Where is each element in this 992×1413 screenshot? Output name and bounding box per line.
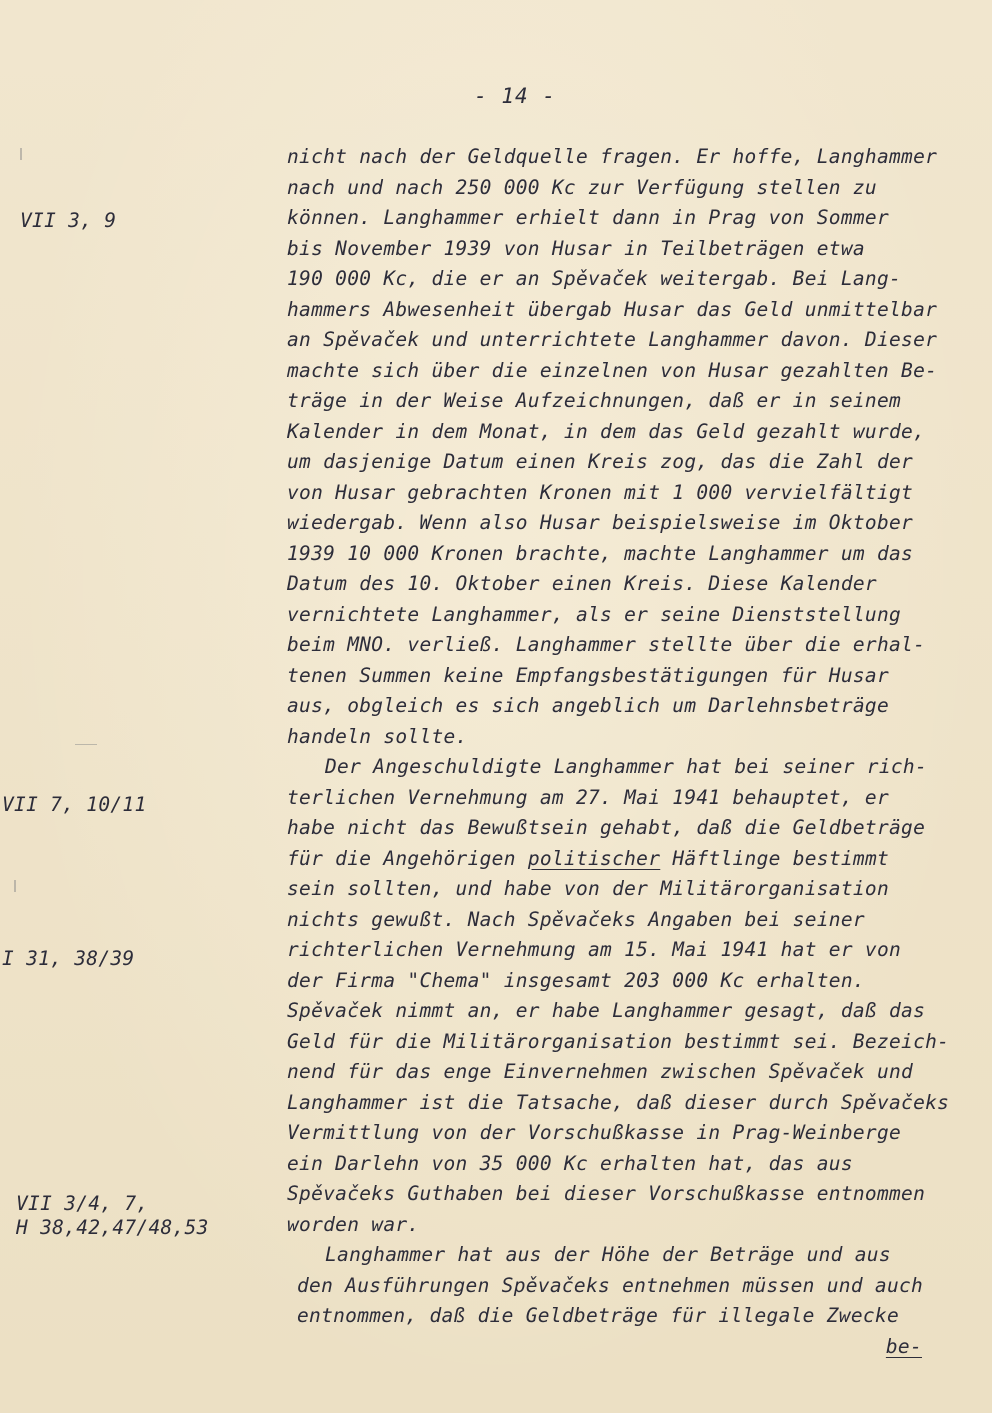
text-line: 190 000 Kc, die er an Spěvaček weitergab. Bei Lang- (287, 267, 902, 290)
text-line: Datum des 10. Oktober einen Kreis. Diese Kalender (287, 572, 877, 595)
text-line: träge in der Weise Aufzeichnungen, daß er in seinem (287, 389, 902, 412)
text-line: aus, obgleich es sich angeblich um Darlehnsbeträge (287, 694, 889, 717)
text-segment: für die Angehörigen (287, 846, 516, 870)
text-line: handeln sollte. (287, 724, 468, 748)
catchword (287, 1332, 967, 1363)
margin-reference: I 31, 38/39 (2, 947, 135, 970)
text-line: nach und nach 250 000 Kc zur Verfügung stellen zu (287, 175, 877, 199)
margin-reference: H 38,42,47/48,53 (16, 1216, 209, 1239)
text-line: beim MNO. verließ. Langhammer stellte über die erhal- (287, 633, 926, 656)
catchword-text: be- (885, 1334, 922, 1358)
stray-mark (20, 148, 22, 160)
text-line: nichts gewußt. Nach Spěvačeks Angaben bei seiner (287, 907, 865, 931)
text-line: habe nicht das Bewußtsein gehabt, daß die Geldbeträge (287, 816, 926, 839)
text-line (287, 844, 967, 875)
text-line: 1939 10 000 Kronen brachte, machte Langhammer um das (287, 541, 914, 565)
text-line: Vermittlung von der Vorschußkasse in Prag-Weinberge (287, 1121, 902, 1144)
text-line: tenen Summen keine Empfangsbestätigungen für Husar (287, 663, 889, 687)
text-line: an Spěvaček und unterrichtete Langhammer davon. Dieser (287, 328, 938, 351)
stray-mark (14, 880, 16, 892)
text-line: um dasjenige Datum einen Kreis zog, das die Zahl der (287, 450, 914, 473)
text-line: bis November 1939 von Husar in Teilbeträgen etwa (287, 236, 865, 260)
text-line: vernichtete Langhammer, als er seine Dienststellung (287, 602, 902, 626)
text-line: hammers Abwesenheit übergab Husar das Geld unmittelbar (287, 297, 938, 321)
page-number: - 14 - (474, 84, 556, 108)
margin-reference: VII 3, 9 (20, 209, 117, 232)
text-line: Kalender in dem Monat, in dem das Geld gezahlt wurde, (287, 419, 926, 443)
paragraph-start: Der Angeschuldigte Langhammer hat bei seiner rich- (325, 755, 927, 778)
text-line: nicht nach der Geldquelle fragen. Er hoffe, Langhammer (287, 145, 938, 168)
text-line: ein Darlehn von 35 000 Kc erhalten hat, das aus (287, 1151, 853, 1175)
margin-reference: VII 7, 10/11 (2, 793, 147, 816)
text-line: wiedergab. Wenn also Husar beispielsweise im Oktober (287, 511, 914, 534)
text-line: entnommen, daß die Geldbeträge für illegale Zwecke (297, 1304, 899, 1327)
text-line: Langhammer ist die Tatsache, daß dieser durch Spěvačeks (287, 1090, 950, 1114)
text-segment: Häftlinge bestimmt (672, 846, 890, 870)
text-line: nend für das enge Einvernehmen zwischen Spěvaček und (287, 1060, 914, 1083)
underlined-word: politischer (527, 846, 661, 870)
text-line: machte sich über die einzelnen von Husar gezahlten Be- (287, 358, 938, 382)
text-line: den Ausführungen Spěvačeks entnehmen müssen und auch (297, 1273, 924, 1297)
body-text (287, 142, 967, 1362)
text-line: der Firma "Chema" insgesamt 203 000 Kc erhalten. (287, 968, 865, 992)
text-line: richterlichen Vernehmung am 15. Mai 1941 hat er von (287, 938, 902, 961)
margin-reference: VII 3/4, 7, (16, 1192, 149, 1215)
text-line: terlichen Vernehmung am 27. Mai 1941 behauptet, er (287, 785, 889, 809)
text-line: von Husar gebrachten Kronen mit 1 000 vervielfältigt (287, 480, 914, 504)
stray-mark (75, 744, 97, 745)
text-line: können. Langhammer erhielt dann in Prag von Sommer (287, 206, 889, 229)
text-line: Spěvaček nimmt an, er habe Langhammer gesagt, daß das (287, 999, 926, 1022)
text-line: worden war. (287, 1212, 420, 1236)
text-line: Geld für die Militärorganisation bestimmt sei. Bezeich- (287, 1029, 950, 1053)
text-line: sein sollten, und habe von der Militärorganisation (287, 877, 889, 900)
paragraph-start: Langhammer hat aus der Höhe der Beträge und aus (325, 1243, 891, 1266)
text-line: Spěvačeks Guthaben bei dieser Vorschußkasse entnommen (287, 1182, 926, 1205)
